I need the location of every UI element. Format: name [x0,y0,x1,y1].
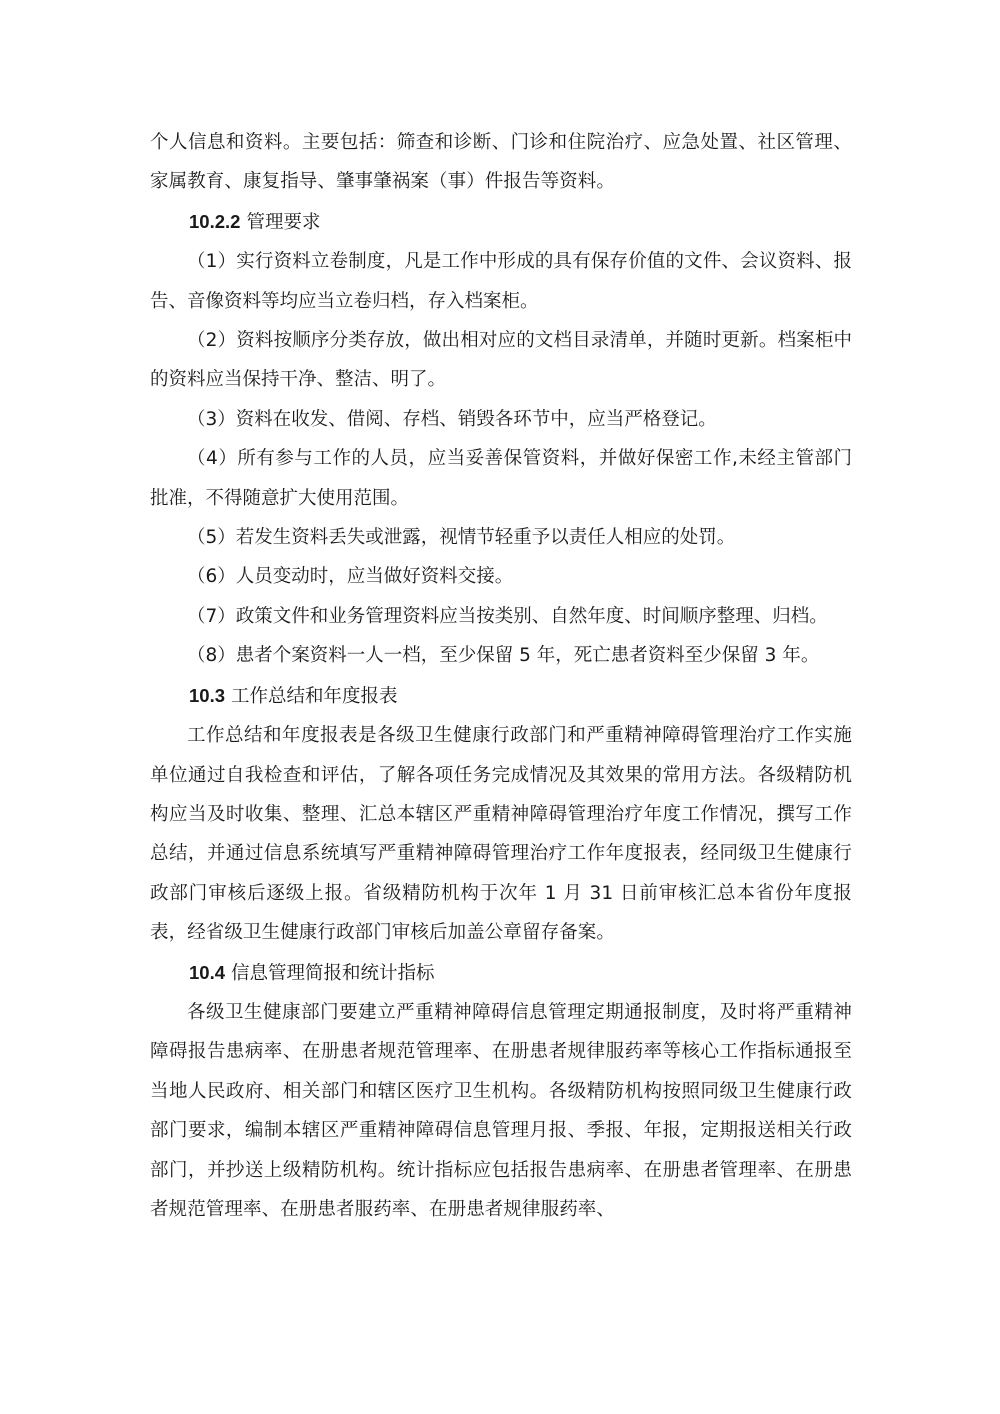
list-item: （4）所有参与工作的人员，应当妥善保管资料，并做好保密工作,未经主管部门批准，不得随意扩大使用范围。 [150,448,852,509]
list-item: （5）若发生资料丢失或泄露，视情节轻重予以责任人相应的处罚。 [187,527,736,549]
list-item: （7）政策文件和业务管理资料应当按类别、自然年度、时间顺序整理、归档。 [187,605,828,627]
list-item: （6）人员变动时，应当做好资料交接。 [187,566,514,588]
list-item: （2）资料按顺序分类存放，做出相对应的文档目录清单，并随时更新。档案柜中的资料应当保持干净、整洁、明了。 [150,330,852,391]
section-body-10-3: 工作总结和年度报表是各级卫生健康行政部门和严重精神障碍管理治疗工作实施单位通过自我检查和评估，了解各项任务完成情况及其效果的常用方法。各级精防机构应当及时收集、整理、汇总本辖区严重精神障碍管理治疗年度工作情况，撰写工作总结，并通过信息系统填写严重精神障碍管理治疗工作年度报表，经同级卫生健康行政部门审核后逐级上报。省级精防机构于次年 1 月 31 日前审核汇总本省份年度报表，经省级卫生健康行政部门审核后加盖公章留存备案。 [150,725,852,944]
section-number: 10.4 [189,961,226,983]
intro-paragraph: 个人信息和资料。主要包括：筛查和诊断、门诊和住院治疗、应急处置、社区管理、家属教育、康复指导、肇事肇祸案（事）件报告等资料。 [150,132,852,193]
section-title: 工作总结和年度报表 [231,685,398,707]
section-number: 10.3 [189,684,226,706]
section-heading-10-4 [150,953,852,993]
document-body [150,123,852,1229]
section-number: 10.2.2 [189,210,241,232]
list-item: （1）实行资料立卷制度，凡是工作中形成的具有保存价值的文件、会议资料、报告、音像资料等均应当立卷归档，存入档案柜。 [150,251,852,312]
section-heading-10-2-2 [150,202,852,242]
section-body-10-4: 各级卫生健康部门要建立严重精神障碍信息管理定期通报制度，及时将严重精神障碍报告患病率、在册患者规范管理率、在册患者规律服药率等核心工作指标通报至当地人民政府、相关部门和辖区医疗卫生机构。各级精防机构按照同级卫生健康行政部门要求，编制本辖区严重精神障碍信息管理月报、季报、年报，定期报送相关行政部门，并抄送上级精防机构。统计指标应包括报告患病率、在册患者管理率、在册患者规范管理率、在册患者服药率、在册患者规律服药率、 [150,1001,852,1220]
section-title: 管理要求 [246,211,321,233]
list-item: （8）患者个案资料一人一档，至少保留 5 年，死亡患者资料至少保留 3 年。 [187,645,820,667]
section-title: 信息管理简报和统计指标 [231,962,435,984]
list-item: （3）资料在收发、借阅、存档、销毁各环节中，应当严格登记。 [187,408,717,430]
section-heading-10-3 [150,676,852,716]
